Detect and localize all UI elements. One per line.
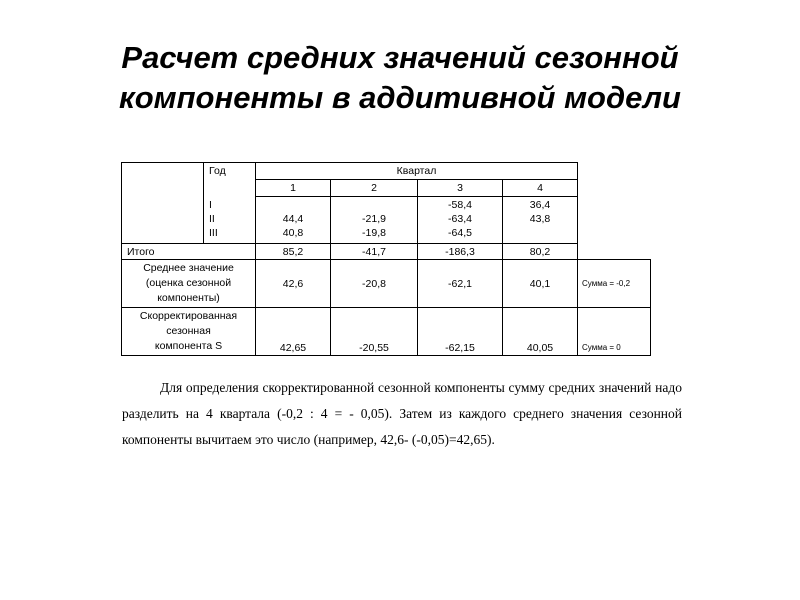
- adjusted-label-line: Скорректированная: [139, 310, 238, 322]
- page-title: [0, 38, 800, 118]
- seasonal-component-table: [121, 162, 651, 356]
- total-label: Итого: [122, 244, 256, 260]
- quarter-1-values: [256, 197, 331, 244]
- year-labels: [204, 197, 256, 244]
- table-corner-cell: [122, 163, 204, 244]
- year-header-spacer: [204, 180, 256, 197]
- average-label-line: Среднее значение: [143, 262, 234, 274]
- explanation-paragraph: Для определения скорректированной сезонной компоненты сумму средних значений надо разделить на 4 квартала (-0,2 : 4 = - 0,05). Затем из каждого среднего значения сезонной компоненты вычитаем это число (например, 42,6- (-0,05)=42,65).: [122, 380, 682, 447]
- year-label: III: [209, 226, 218, 239]
- table-spacer: [578, 180, 651, 197]
- quarter-2-values: [331, 197, 418, 244]
- table-cell: -63,4: [448, 213, 472, 225]
- adjusted-value: -20,55: [331, 308, 418, 356]
- table-spacer: [578, 197, 651, 244]
- total-value: -41,7: [331, 244, 418, 260]
- table-cell: -21,9: [362, 213, 386, 225]
- adjusted-value: 40,05: [503, 308, 578, 356]
- year-label: I: [209, 198, 212, 211]
- adjusted-value: -62,15: [418, 308, 503, 356]
- adjusted-value: 42,65: [256, 308, 331, 356]
- quarter-4-values: [503, 197, 578, 244]
- table-cell: [334, 198, 414, 212]
- table-cell: [259, 198, 327, 212]
- table-cell: [506, 226, 574, 240]
- total-value: 80,2: [503, 244, 578, 260]
- quarter-number: 4: [503, 180, 578, 197]
- average-value: 42,6: [256, 260, 331, 308]
- table-cell: 36,4: [529, 199, 551, 211]
- table-cell: -64,5: [448, 227, 472, 239]
- table-cell: -58,4: [448, 199, 472, 211]
- table-cell: -19,8: [362, 227, 386, 239]
- average-label-line: (оценка сезонной: [145, 277, 232, 289]
- average-value: 40,1: [503, 260, 578, 308]
- average-value: -62,1: [418, 260, 503, 308]
- quarter-number: 2: [331, 180, 418, 197]
- title-line-1: Расчет средних значений сезонной: [121, 40, 679, 75]
- average-sum: Сумма = -0,2: [578, 260, 651, 308]
- table-cell: 40,8: [282, 227, 304, 239]
- average-label: [122, 260, 256, 308]
- adjusted-label: [122, 308, 256, 356]
- total-value: -186,3: [418, 244, 503, 260]
- average-value: -20,8: [331, 260, 418, 308]
- total-value: 85,2: [256, 244, 331, 260]
- table-cell: 44,4: [282, 213, 304, 225]
- quarter-header: Квартал: [256, 163, 578, 180]
- table-spacer: [578, 244, 651, 260]
- adjusted-sum: Сумма = 0: [578, 308, 651, 356]
- adjusted-label-line: сезонная: [166, 325, 211, 337]
- quarter-number: 3: [418, 180, 503, 197]
- title-line-2: компоненты в аддитивной модели: [119, 80, 681, 115]
- year-header: Год: [204, 163, 256, 180]
- adjusted-label-line: компонента S: [154, 340, 223, 352]
- table-spacer: [578, 163, 651, 180]
- quarter-number: 1: [256, 180, 331, 197]
- year-label: II: [209, 212, 215, 225]
- average-label-line: компоненты): [157, 292, 220, 304]
- table-cell: 43,8: [529, 213, 551, 225]
- quarter-3-values: [418, 197, 503, 244]
